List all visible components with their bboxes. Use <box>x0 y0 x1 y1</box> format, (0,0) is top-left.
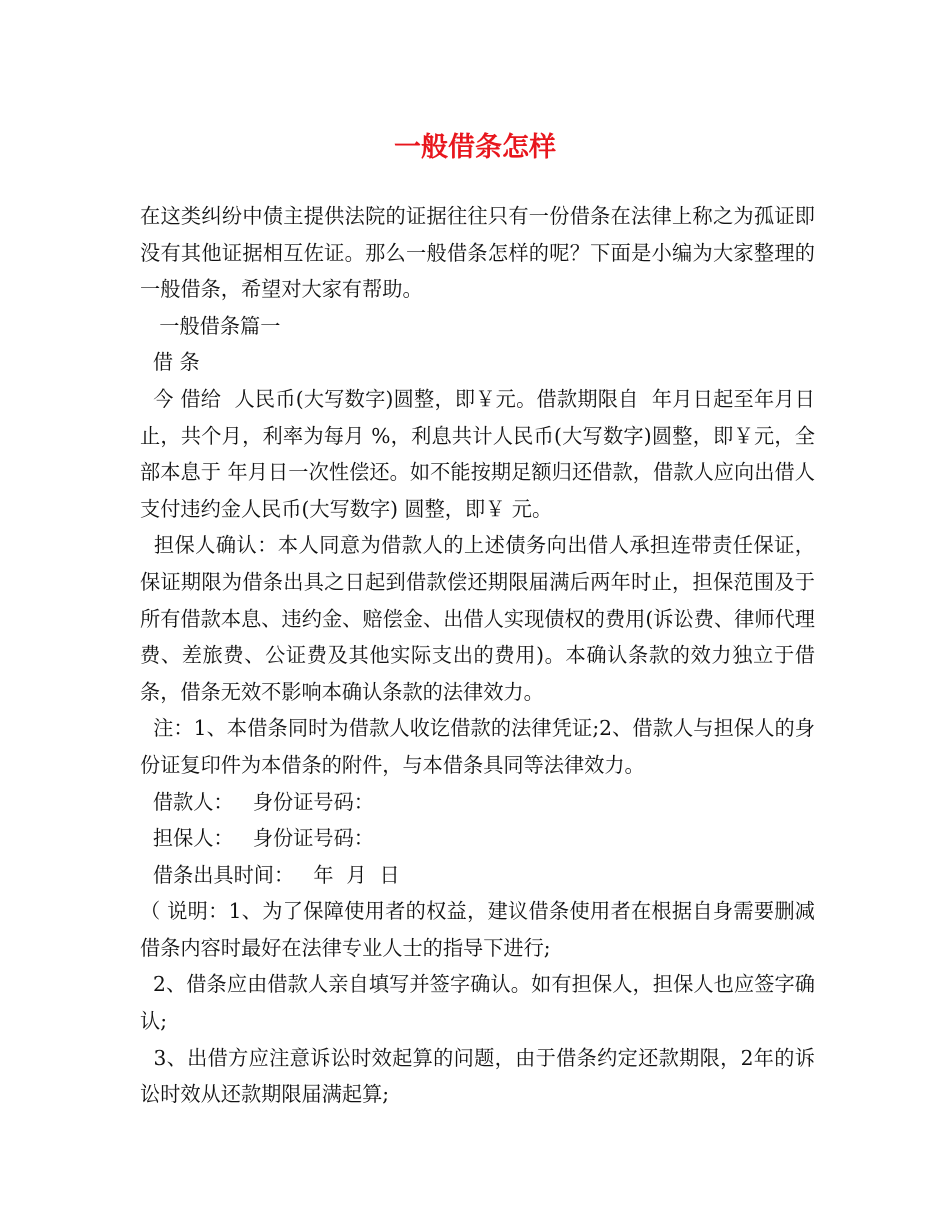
paragraph-loan-terms: 今 借给 人民币(大写数字)圆整，即￥元。借款期限自 年月日起至年月日止，共个月，利率为每月 %，利息共计人民币(大写数字)圆整，即￥元，全部本息于 年月日一次性偿还。如不能按期足额归还借款，借款人应向出借人支付违约金人民币(大写数字) 圆整，即￥ 元。 <box>140 386 815 521</box>
document-body <box>140 198 815 1113</box>
explanation-item-1: （ 说明：1、为了保障使用者的权益，建议借条使用者在根据自身需要删减借条内容时最好在法律专业人士的指导下进行; <box>140 899 815 960</box>
borrower-line: 借款人： 身份证号码： <box>140 789 374 814</box>
paragraph-notes: 注：1、本借条同时为借款人收讫借款的法律凭证;2、借款人与担保人的身份证复印件为本借条的附件，与本借条具同等法律效力。 <box>140 716 815 777</box>
explanation-item-3: 3、出借方应注意诉讼时效起算的问题，由于借条约定还款期限，2年的诉讼时效从还款期限届满起算; <box>140 1045 815 1107</box>
guarantor-line: 担保人： 身份证号码： <box>140 826 374 851</box>
section-heading: 一般借条篇一 <box>140 313 281 338</box>
note-title: 借 条 <box>140 350 200 375</box>
document-title: 一般借条怎样 <box>394 132 556 163</box>
paragraph-intro: 在这类纠纷中债主提供法院的证据往往只有一份借条在法律上称之为孤证即没有其他证据相互佐证。那么一般借条怎样的呢？下面是小编为大家整理的一般借条，希望对大家有帮助。 <box>140 204 815 302</box>
paragraph-guarantor-confirmation: 担保人确认：本人同意为借款人的上述债务向出借人承担连带责任保证，保证期限为借条出具之日起到借款偿还期限届满后两年时止，担保范围及于所有借款本息、违约金、赔偿金、出借人实现债权的费用(诉讼费、律师代理费、差旅费、公证费及其他实际支出的费用)。本确认条款的效力独立于借条，借条无效不影响本确认条款的法律效力。 <box>140 533 815 704</box>
issue-date-line: 借条出具时间： 年 月 日 <box>140 862 400 887</box>
explanation-item-2: 2、借条应由借款人亲自填写并签字确认。如有担保人，担保人也应签字确认; <box>140 972 815 1034</box>
